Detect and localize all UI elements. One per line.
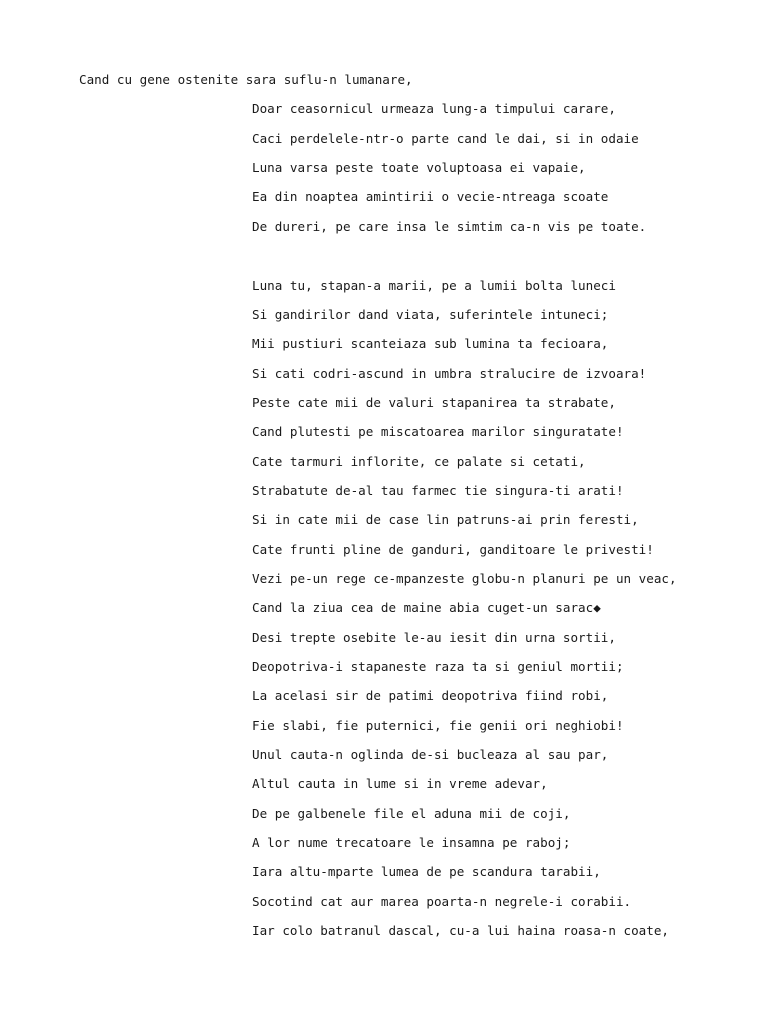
poem-line: Peste cate mii de valuri stapanirea ta strabate, [252,395,616,410]
poem-line: Luna varsa peste toate voluptoasa ei vapaie, [252,160,586,175]
poem-line: Fie slabi, fie puternici, fie genii ori neghiobi! [252,718,624,733]
poem-line: Ea din noaptea amintirii o vecie-ntreaga scoate [252,189,609,204]
poem-line: Si in cate mii de case lin patruns-ai prin feresti, [252,512,639,527]
poem-first-line: Cand cu gene ostenite sara suflu-n lumanare, [79,72,413,87]
poem-line: Altul cauta in lume si in vreme adevar, [252,776,548,791]
poem-line: Iara altu-mparte lumea de pe scandura tarabii, [252,864,601,879]
poem-line: Luna tu, stapan-a marii, pe a lumii bolta luneci [252,278,616,293]
poem-line: Cate frunti pline de ganduri, ganditoare le privesti! [252,542,654,557]
poem-line: Deopotriva-i stapaneste raza ta si geniul mortii; [252,659,624,674]
poem-line: Cand la ziua cea de maine abia cuget-un sarac◆ [252,600,601,615]
poem-line: Caci perdelele-ntr-o parte cand le dai, si in odaie [252,131,639,146]
poem-line: Cand plutesti pe miscatoarea marilor singuratate! [252,424,624,439]
poem-line: Iar colo batranul dascal, cu-a lui haina roasa-n coate, [252,923,670,938]
poem-line: Socotind cat aur marea poarta-n negrele-i corabii. [252,894,632,909]
poem-line: Si gandirilor dand viata, suferintele intuneci; [252,307,609,322]
poem-line: Cate tarmuri inflorite, ce palate si cetati, [252,454,586,469]
poem-line: Strabatute de-al tau farmec tie singura-ti arati! [252,483,624,498]
poem-line: Unul cauta-n oglinda de-si bucleaza al sau par, [252,747,609,762]
poem-line: Si cati codri-ascund in umbra stralucire de izvoara! [252,366,647,381]
poem-line: Vezi pe-un rege ce-mpanzeste globu-n planuri pe un veac, [252,571,677,586]
poem-line: Doar ceasornicul urmeaza lung-a timpului carare, [252,101,616,116]
poem-line: Desi trepte osebite le-au iesit din urna sortii, [252,630,616,645]
poem-line: Mii pustiuri scanteiaza sub lumina ta fecioara, [252,336,609,351]
poem-line: A lor nume trecatoare le insamna pe raboj; [252,835,571,850]
poem-line: De dureri, pe care insa le simtim ca-n vis pe toate. [252,219,647,234]
poem-line: De pe galbenele file el aduna mii de coji, [252,806,571,821]
poem-line: La acelasi sir de patimi deopotriva fiind robi, [252,688,609,703]
